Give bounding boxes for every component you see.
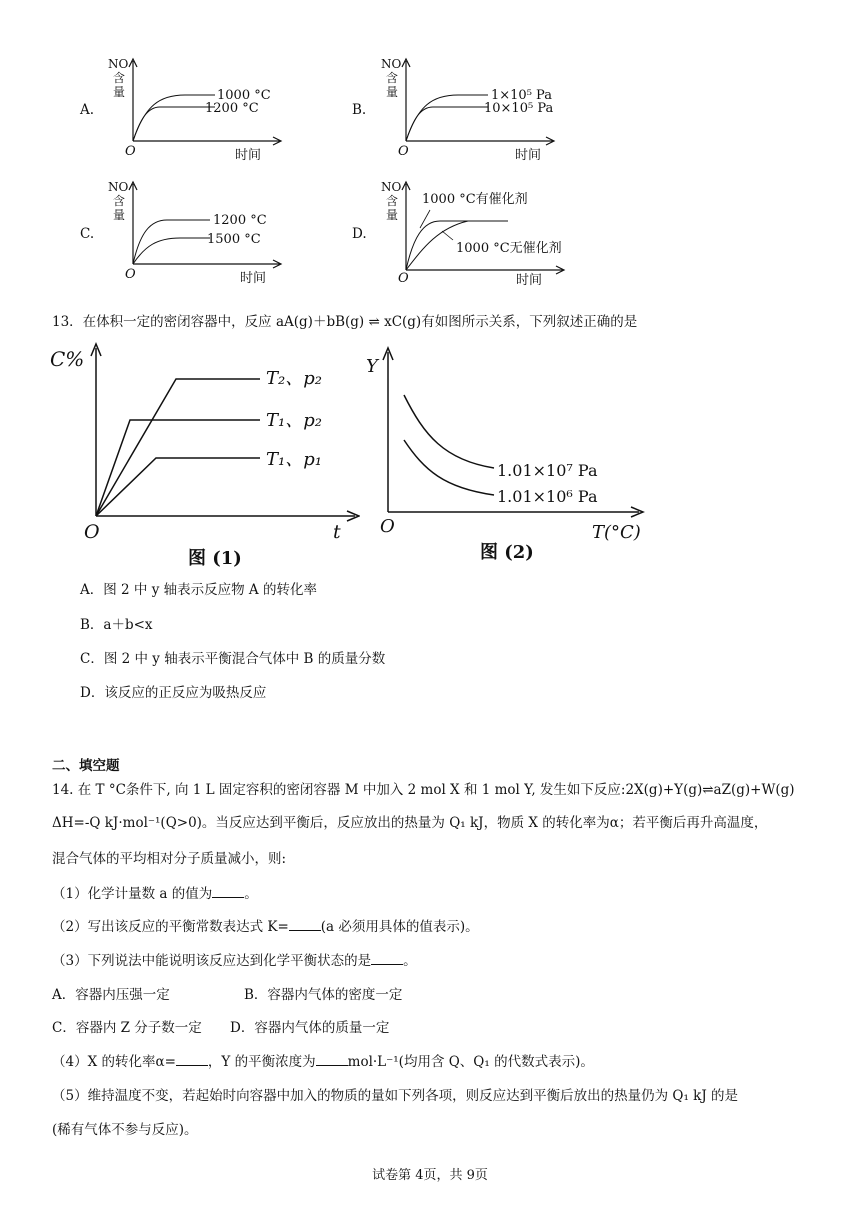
answer-blank[interactable] [212, 885, 244, 898]
q14-line-3: 混合气体的平均相对分子质量减小，则: [52, 851, 287, 867]
svg-text:量: 量 [386, 208, 399, 222]
svg-text:1000 °C有催化剂: 1000 °C有催化剂 [422, 192, 528, 207]
svg-text:NO: NO [108, 180, 129, 194]
fig2-origin: O [380, 516, 395, 537]
svg-text:1×10⁵ Pa: 1×10⁵ Pa [491, 88, 552, 103]
svg-text:时间: 时间 [516, 273, 543, 288]
q12-graph-c [105, 178, 305, 288]
q14-option-a: A．容器内压强一定 [52, 987, 170, 1003]
q13-option-a: A．图 2 中 y 轴表示反应物 A 的转化率 [80, 582, 317, 598]
fig2-ylabel: Y [366, 356, 378, 377]
q14-sub-5: （5）维持温度不变，若起始时向容器中加入的物质的量如下列各项，则反应达到平衡后放出的热量仍为 Q₁ kJ 的是 [52, 1088, 739, 1104]
fig1-ylabel: C% [50, 347, 85, 371]
svg-text:O: O [398, 144, 409, 159]
q14-sub-2: （2）写出该反应的平衡常数表达式 K= (a 必须用具体的值表示)。 [52, 919, 479, 935]
fig2-xlabel: T(°C) [592, 522, 641, 543]
svg-text:1500 °C: 1500 °C [207, 232, 261, 247]
q12-option-d-letter: D. [352, 226, 367, 242]
fig1-curve-label-t2p2: T₂、p₂ [266, 368, 322, 389]
fig1-curve-label-t1p2: T₁、p₂ [266, 410, 322, 431]
svg-text:O: O [398, 271, 409, 286]
q12-option-b-letter: B. [352, 102, 367, 118]
q12-option-a-letter: A. [80, 102, 95, 118]
section-heading: 二、填空题 [52, 758, 120, 774]
curve-label-upper: 1000 °C [217, 88, 271, 103]
q12-graph-b [378, 55, 578, 165]
svg-text:10×10⁵ Pa: 10×10⁵ Pa [484, 101, 554, 116]
graph-ylabel-han: 含 [113, 71, 126, 85]
fig2-curve-label-1e7: 1.01×10⁷ Pa [497, 461, 598, 480]
fig2-caption: 图 (2) [480, 542, 534, 563]
curve-label-lower: 1200 °C [205, 101, 259, 116]
q14-sub-5-note: (稀有气体不参与反应)。 [52, 1122, 198, 1138]
fig1-caption: 图 (1) [188, 548, 242, 569]
svg-text:O: O [125, 267, 136, 282]
q13-stem: 13．在体积一定的密闭容器中，反应 aA(g)＋bB(g) ⇌ xC(g)有如图所示关系，下列叙述正确的是 [52, 314, 638, 330]
svg-text:含: 含 [113, 194, 126, 208]
graph-ylabel-liang: 量 [113, 85, 126, 99]
svg-text:时间: 时间 [515, 148, 542, 163]
q14-sub-4: （4）X 的转化率α= ，Y 的平衡浓度为 mol·L⁻¹(均用含 Q、Q₁ 的代数式表示)。 [52, 1054, 594, 1070]
q13-figure-2 [364, 340, 649, 575]
answer-blank[interactable] [316, 1053, 348, 1066]
graph-ylabel-no: NO [108, 57, 129, 71]
svg-text:量: 量 [113, 208, 126, 222]
svg-text:1200 °C: 1200 °C [213, 213, 267, 228]
fig2-curve-label-1e6: 1.01×10⁶ Pa [497, 487, 598, 506]
q14-line-2: ΔH=-Q kJ·mol⁻¹(Q>0)。当反应达到平衡后，反应放出的热量为 Q₁ kJ，物质 X 的转化率为α；若平衡后再升高温度， [52, 815, 768, 831]
answer-blank[interactable] [371, 952, 403, 965]
q13-option-d: D．该反应的正反应为吸热反应 [80, 685, 267, 701]
svg-text:NO: NO [381, 57, 402, 71]
q12-option-c-letter: C. [80, 226, 95, 242]
svg-text:1000 °C无催化剂: 1000 °C无催化剂 [456, 241, 562, 256]
q13-option-b: B．a＋b<x [80, 617, 153, 633]
svg-text:NO: NO [381, 180, 402, 194]
q12-graph-d [378, 178, 608, 288]
q14-line-1: 14. 在 T °C条件下, 向 1 L 固定容积的密闭容器 M 中加入 2 mol X 和 1 mol Y, 发生如下反应:2X(g)+Y(g)⇌aZ(g)+W(g) [52, 782, 795, 798]
q14-option-d: D．容器内气体的质量一定 [230, 1020, 390, 1036]
q14-option-b: B．容器内气体的密度一定 [244, 987, 403, 1003]
svg-text:含: 含 [386, 194, 399, 208]
q14-sub-3: （3）下列说法中能说明该反应达到化学平衡状态的是 。 [52, 953, 417, 969]
fig1-xlabel: t [333, 521, 341, 543]
svg-text:含: 含 [386, 71, 399, 85]
svg-text:量: 量 [386, 85, 399, 99]
fig1-curve-label-t1p1: T₁、p₁ [266, 449, 322, 470]
q13-figure-1 [50, 340, 360, 575]
answer-blank[interactable] [289, 918, 321, 931]
fig1-origin: O [84, 521, 100, 543]
q13-option-c: C．图 2 中 y 轴表示平衡混合气体中 B 的质量分数 [80, 651, 386, 667]
q12-graph-a [105, 55, 305, 165]
svg-text:时间: 时间 [240, 271, 267, 286]
graph-xlabel: 时间 [235, 148, 262, 163]
q14-sub-1: （1）化学计量数 a 的值为 。 [52, 886, 258, 902]
q14-option-c: C．容器内 Z 分子数一定 [52, 1020, 202, 1036]
graph-origin: O [125, 144, 136, 159]
page-footer: 试卷第 4页，共 9页 [372, 1168, 488, 1183]
answer-blank[interactable] [176, 1053, 208, 1066]
